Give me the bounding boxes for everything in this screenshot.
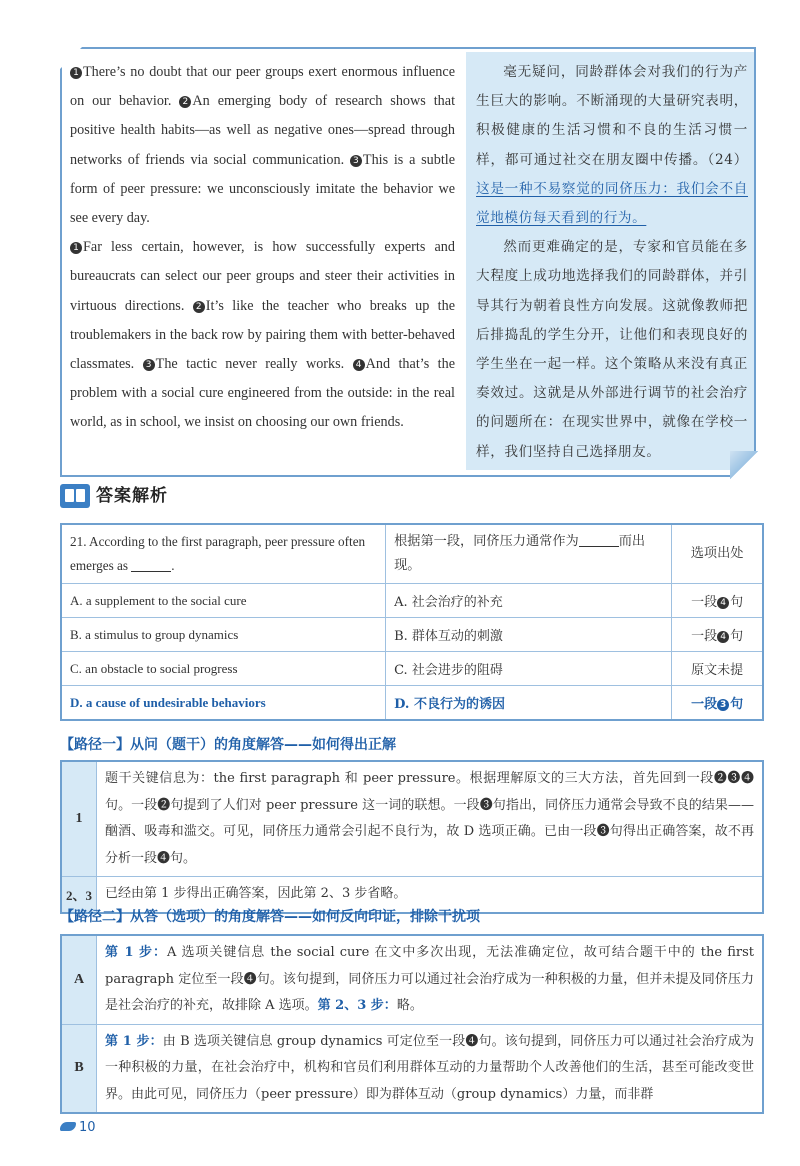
route2-title: 【路径二】从答（选项）的角度解答——如何反向印证，排除干扰项 (60, 909, 480, 925)
chinese-paragraph-1 (476, 58, 748, 233)
correct-option-row: D. a cause of undesirable behaviors D. 不良行为的诱因 一段 3 句 (61, 686, 763, 721)
source-header: 选项出处 (672, 524, 763, 584)
option-row: B. a stimulus to group dynamics B. 群体互动的刺激 一段 4 句 (61, 618, 763, 652)
english-paragraph-1 (70, 58, 455, 233)
sentence-number: 2 (179, 96, 191, 108)
sentence: An emerging body of research shows that positive health habits—as well as negative ones—spread through networks of friends via social communication. (70, 93, 456, 168)
question-row (61, 524, 763, 584)
sentence: There’s no doubt that our peer groups exert enormous influence on our behavior. (70, 64, 455, 110)
option-label: B (61, 1024, 97, 1113)
page-number: 10 (79, 1120, 96, 1135)
option-analysis: 第 1 步：A 选项关键信息 the social cure 在文中多次出现，无法准确定位，故可结合题干中的 the first paragraph 定位至一段❹句。该句提到，同侪压力可以通过社会治疗成为一种积极的力量，但并未提及同侪压力是社会治疗的补充，故排除 A 选项。第 2、3 步：略。 (97, 935, 764, 1024)
sentence: And that’s the problem with a social cure engineered from the outside: in the real world, as in school, we insist on choosing our own friends. (70, 356, 455, 431)
book-icon (60, 484, 90, 508)
section-title: 答案解析 (96, 486, 168, 506)
sentence: Far less certain, however, is how successfully experts and bureaucrats can select our peer groups and steer their activities in virtuous directions. (70, 239, 455, 314)
english-paragraph-2 (70, 233, 455, 437)
sentence-number: 3 (143, 359, 155, 371)
sentence: It’s like the teacher who breaks up the troublemakers in the back row by pairing them with better-behaved classmates. (70, 297, 456, 373)
chinese-paragraph-2 (476, 233, 748, 467)
sentence-number: 1 (70, 242, 82, 254)
sentence-number: 3 (717, 699, 729, 711)
options-table (60, 523, 764, 721)
chinese-translation (476, 58, 748, 467)
option-row: C. an obstacle to social progress C. 社会进步的阻碍 原文未提 (61, 652, 763, 686)
sentence-number: 4 (717, 597, 729, 609)
option-label: A (61, 935, 97, 1024)
sentence-number: 4 (353, 359, 365, 371)
step-label: 2、3 (61, 877, 97, 913)
option-row: A. a supplement to the social cure A. 社会治疗的补充 一段 4 句 (61, 584, 763, 618)
option-analysis: 第 1 步：由 B 选项关键信息 group dynamics 可定位至一段❹句。该句提到，同侪压力可以通过社会治疗成为一种积极的力量，在社会治疗中，机构和官员们利用群体互动的力量帮助个人改善他们的生活，甚至可能改变世界。由此可见，同侪压力（peer pressure）即为群体互动（group dynamics）力量，而非群 (97, 1024, 764, 1113)
step-text: 已经由第 1 步得出正确答案，因此第 2、3 步省略。 (97, 877, 764, 913)
answer-analysis-header (60, 484, 400, 510)
step-text: 题干关键信息为：the first paragraph 和 peer pressure。根据理解原文的三大方法，首先回到一段❷❸❹句。一段❷句提到了人们对 peer pressure 这一词的联想。一段❸句指出，同侪压力通常会导致不良的结果——酗酒、吸毒和滥交。可见，同侪压力通常会引起不良行为，故 D 选项正确。已由一段❸句得出正确答案，故不再分析一段❹句。 (97, 761, 764, 877)
question-en: 21. According to the first paragraph, peer pressure often emerges as . (61, 524, 386, 584)
sentence-number: 1 (70, 67, 82, 79)
sentence-number: 4 (717, 631, 729, 643)
sentence: This is a subtle form of peer pressure: we unconsciously imitate the behavior we see every day. (70, 151, 455, 227)
route2-steps (60, 934, 764, 1114)
sentence-number: 2 (193, 301, 205, 313)
translation-text: 毫无疑问，同龄群体会对我们的行为产生巨大的影响。不断涌现的大量研究表明，积极健康的生活习惯和不良的生活习惯一样，都可通过社交在朋友圈中传播。（24） (476, 64, 748, 168)
page-footer (60, 1120, 96, 1135)
question-cn: 根据第一段，同侪压力通常作为 而出现。 (386, 524, 672, 584)
route1-steps (60, 760, 764, 914)
translation-text: 然而更难确定的是，专家和官员能在多大程度上成功地选择我们的同龄群体，并引导其行为朝着良性方向发展。这就像教师把后排捣乱的学生分开，让他们和表现良好的学生坐在一起一样。这个策略从来没有真正奏效过。这就是从外部进行调节的社会治疗的问题所在：在现实世界中，就像在学校一样，我们坚持自己选择朋友。 (476, 239, 748, 460)
sentence-number: 3 (350, 155, 362, 167)
route1-title: 【路径一】从问（题干）的角度解答——如何得出正解 (60, 737, 396, 753)
pen-icon (60, 1122, 76, 1131)
step-label: 1 (61, 761, 97, 877)
english-passage (70, 58, 455, 438)
sentence: The tactic never really works. (155, 356, 353, 373)
highlighted-translation: 这是一种不易察觉的同侪压力：我们会不自觉地模仿每天看到的行为。 (476, 180, 748, 227)
